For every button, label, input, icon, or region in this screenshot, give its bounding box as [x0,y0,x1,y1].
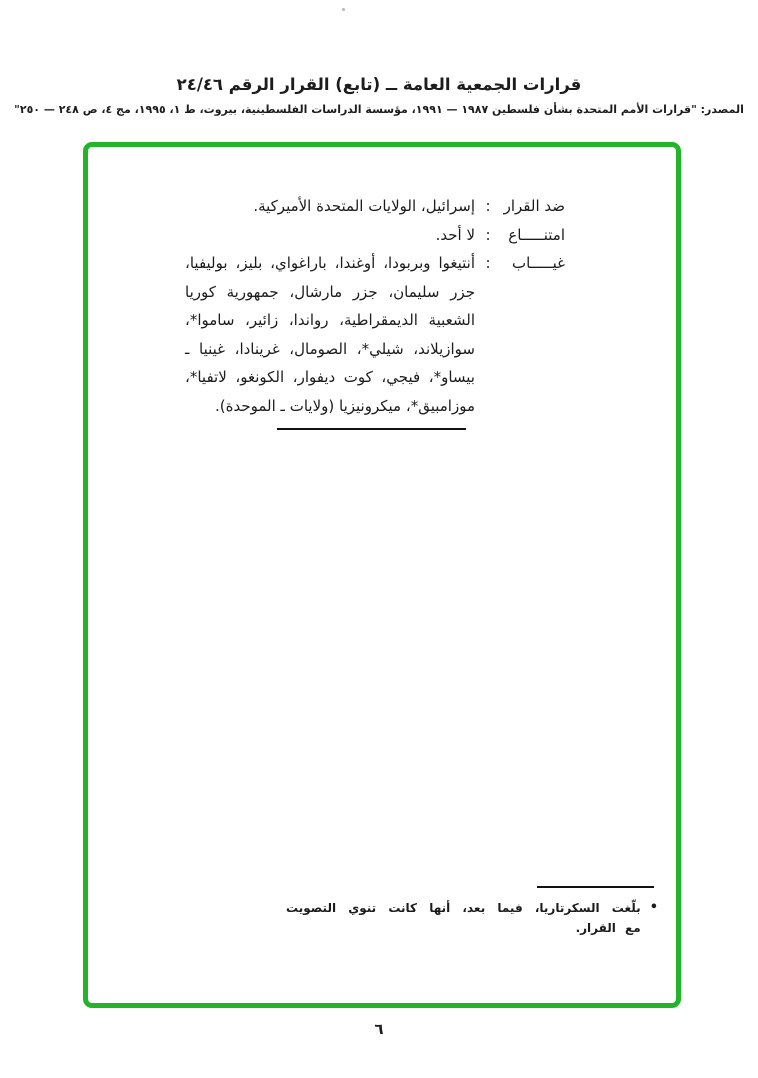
section-divider-line [277,428,466,430]
vote-abstain-value: لا أحد. [435,225,475,244]
vote-absent-label: غيـــــاب [511,254,565,272]
highlight-frame [83,142,681,1008]
voting-record [185,192,565,420]
vote-absent-value: أنتيغوا وبربودا، أوغندا، باراغواي، بليز، بوليفيا، جزر سليمان، جزر مارشال، جمهورية كوريا الشعبية الديمقراطية، رواندا، زائير، ساموا*، سوازيلاند، شيلي*، الصومال، غرينادا، غينيا ـ بيساو*، فيجي، كوت ديفوار، الكونغو، لاتفيا*، موزامبيق*، ميكرونيزيا (ولايات ـ الموحدة). [185,254,475,415]
vote-against-value: إسرائيل، الولايات المتحدة الأميركية. [253,197,475,215]
vote-absent-colon: : [485,254,491,272]
footnote-separator-line [537,886,654,888]
page-title: قرارات الجمعية العامة ــ (تابع) القرار الرقم ٢٤/٤٦ [176,75,582,94]
document-header [0,74,758,118]
page-number: ٦ [374,1020,384,1038]
footnote [286,898,658,938]
source-citation: المصدر: "قرارات الأمم المتحدة بشأن فلسطين ١٩٨٧ — ١٩٩١، مؤسسة الدراسات الفلسطينية، بيروت، ط ١، ١٩٩٥، مج ٤، ص ٢٤٨ — ٢٥٠" [14,103,744,116]
footnote-bullet-icon: • [649,900,658,915]
vote-against-label: ضد القرار [503,197,565,215]
footnote-text: بلّغت السكرتاريا، فيما بعد، أنها كانت تنوي التصويت مع القرار. [286,901,641,935]
scan-artifact-dot [342,8,345,11]
vote-abstain-label: امتنـــــاع [508,225,565,244]
vote-abstain-colon: : [485,225,491,244]
vote-against-colon: : [485,197,491,215]
